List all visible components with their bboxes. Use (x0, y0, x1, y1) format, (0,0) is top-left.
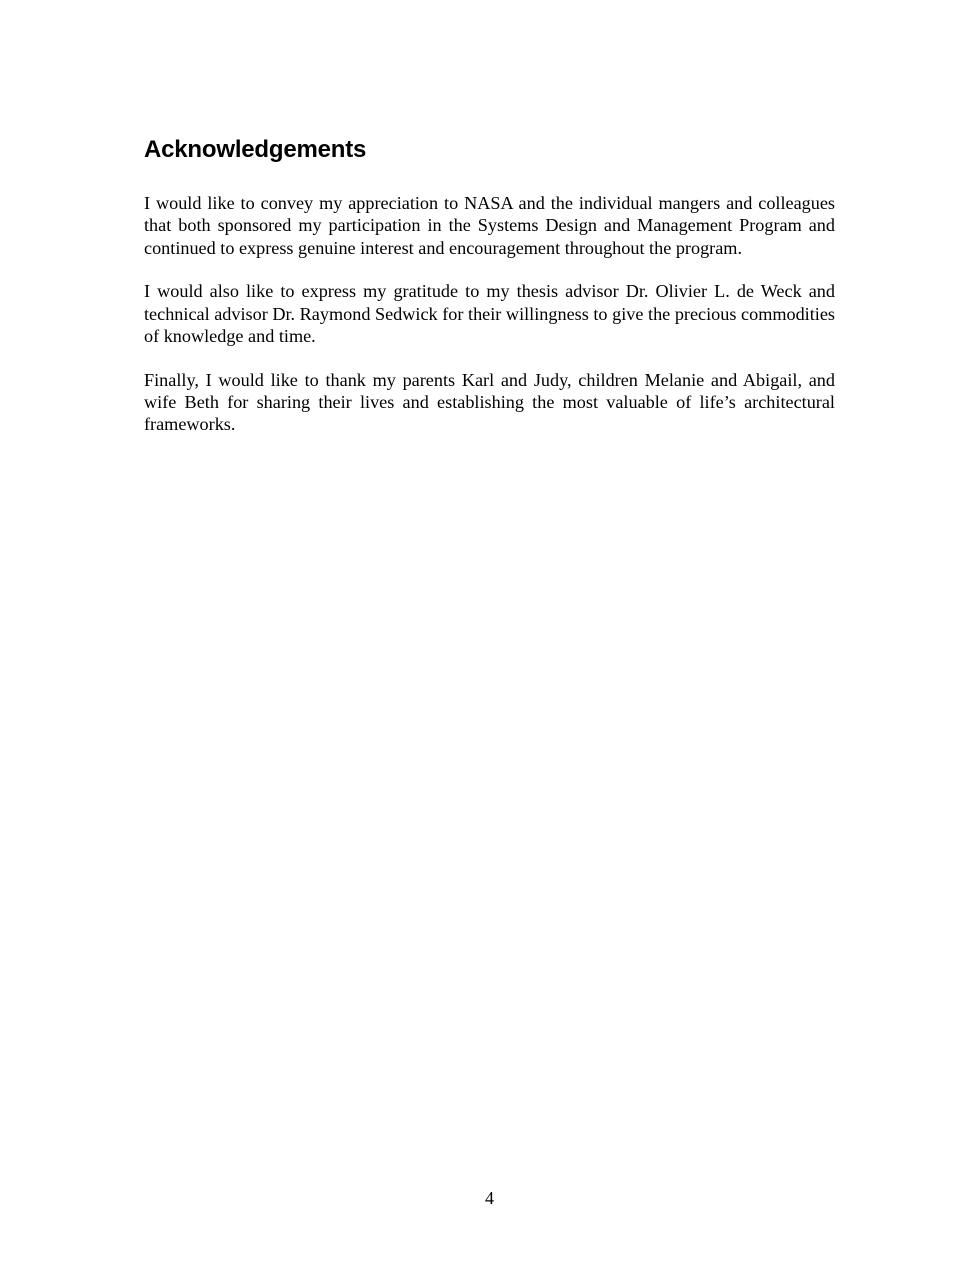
paragraph-family: Finally, I would like to thank my parents Karl and Judy, children Melanie and Abigail, and wife Beth for sharing their lives and establishing the most valuable of life’s architectural frameworks. (144, 369, 835, 435)
page-number: 4 (485, 1188, 494, 1208)
paragraph-advisors: I would also like to express my gratitude to my thesis advisor Dr. Olivier L. de Weck and technical advisor Dr. Raymond Sedwick for their willingness to give the precious commodities of knowledge and time. (144, 281, 835, 346)
paragraph-appreciation: I would like to convey my appreciation to NASA and the individual mangers and colleagues that both sponsored my participation in the Systems Design and Management Program and continued to express genuine interest and encouragement throughout the program. (144, 193, 835, 258)
page-content (144, 134, 835, 457)
page-heading: Acknowledgements (144, 136, 367, 163)
